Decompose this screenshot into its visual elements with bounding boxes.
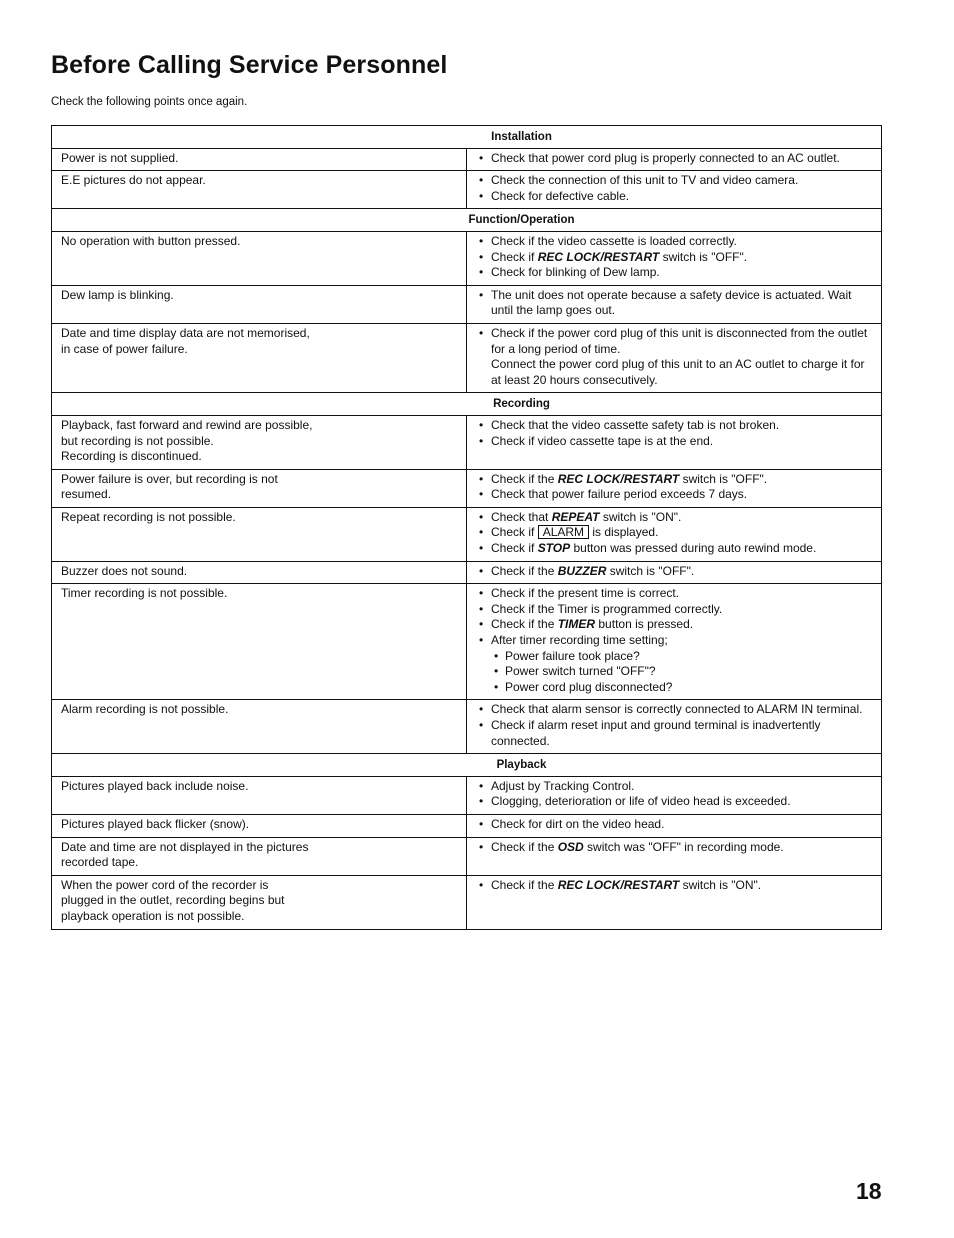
section-header-row: [52, 393, 882, 416]
check-text: switch was "OFF" in recording mode.: [583, 839, 784, 854]
problem-text-line: When the power cord of the recorder is: [61, 877, 269, 892]
check-item: [476, 633, 873, 695]
problem-text-line: plugged in the outlet, recording begins but: [61, 893, 285, 908]
check-list: [476, 472, 873, 503]
sub-check-list: [491, 649, 873, 696]
check-list: [476, 840, 873, 856]
check-list: [476, 418, 873, 449]
control-name: OSD: [557, 839, 584, 854]
check-item: [476, 418, 873, 434]
check-item: [476, 702, 873, 718]
problem-cell: [52, 285, 467, 323]
problem-cell: [52, 171, 467, 209]
intro-text: Check the following points once again.: [51, 96, 248, 108]
remedy-cell: [467, 323, 882, 392]
remedy-cell: [467, 837, 882, 875]
problem-cell: [52, 469, 467, 507]
problem-text-line: Pictures played back flicker (snow).: [61, 816, 250, 831]
check-item: [476, 189, 873, 205]
table-row: [52, 323, 882, 392]
check-text: Check the connection of this unit to TV and video camera.: [491, 173, 799, 188]
problem-text-line: in case of power failure.: [61, 341, 188, 356]
table-row: [52, 837, 882, 875]
remedy-cell: [467, 285, 882, 323]
section-heading: Installation: [491, 131, 552, 143]
table-row: [52, 700, 882, 754]
check-text: button was pressed during auto rewind mode.: [570, 541, 817, 556]
page-title: Before Calling Service Personnel: [51, 51, 448, 79]
remedy-cell: [467, 584, 882, 700]
problem-cell: [52, 584, 467, 700]
table-row: [52, 584, 882, 700]
problem-cell: [52, 776, 467, 814]
problem-text-line: No operation with button pressed.: [61, 233, 241, 248]
check-item: [476, 718, 873, 749]
section-heading: Function/Operation: [468, 214, 575, 227]
table-row: [52, 507, 882, 561]
section-heading: Recording: [493, 398, 550, 411]
check-item: [476, 288, 873, 319]
check-text: Check if the present time is correct.: [491, 586, 680, 601]
sub-check-item: • Power switch turned "OFF"?: [491, 664, 873, 680]
problem-cell: [52, 507, 467, 561]
check-item: [476, 564, 873, 580]
section-heading: Playback: [496, 759, 547, 772]
problem-cell: [52, 148, 467, 171]
check-text: Check if the power cord plug of this unit is disconnected from the outlet for a long period of time.: [491, 325, 868, 356]
table-row: [52, 561, 882, 584]
check-item: [476, 779, 873, 795]
check-text: Check that the video cassette safety tab is not broken.: [491, 417, 780, 432]
check-text: After timer recording time setting;: [491, 633, 668, 648]
remedy-cell: [467, 469, 882, 507]
troubleshooting-table-body: [52, 126, 882, 930]
section-header-cell: [52, 209, 882, 232]
check-list: [476, 326, 873, 388]
check-text: Check that power failure period exceeds 7 days.: [491, 487, 748, 502]
alarm-display-indicator: ALARM: [538, 525, 589, 539]
section-header-row: [52, 209, 882, 232]
check-text: button is pressed.: [595, 617, 694, 632]
check-item: [476, 234, 873, 250]
check-item: [476, 487, 873, 503]
problem-text-line: Playback, fast forward and rewind are possible,: [61, 417, 313, 432]
check-text: Check that alarm sensor is correctly connected to ALARM IN terminal.: [491, 702, 863, 717]
check-text: Check for dirt on the video head.: [491, 816, 665, 831]
problem-text-line: Recording is discontinued.: [61, 449, 202, 464]
remedy-cell: [467, 875, 882, 929]
problem-text-line: Power failure is over, but recording is not: [61, 471, 278, 486]
remedy-cell: [467, 171, 882, 209]
control-name: REC LOCK/RESTART: [557, 471, 680, 486]
check-list: [476, 151, 873, 167]
check-text: Clogging, deterioration or life of video head is exceeded.: [491, 794, 791, 809]
check-item: [476, 525, 873, 541]
check-item: [476, 840, 873, 856]
problem-cell: [52, 231, 467, 285]
check-item: [476, 326, 873, 388]
problem-text-line: but recording is not possible.: [61, 433, 214, 448]
check-text: is displayed.: [589, 525, 659, 540]
control-name: TIMER: [557, 617, 596, 632]
check-list: [476, 234, 873, 281]
problem-text-line: resumed.: [61, 487, 112, 502]
control-name: REC LOCK/RESTART: [537, 249, 660, 264]
check-text: Check if the: [491, 617, 558, 632]
check-list: [476, 586, 873, 695]
control-name: BUZZER: [557, 563, 607, 578]
check-text: switch is "OFF".: [679, 471, 768, 486]
table-row: [52, 285, 882, 323]
check-text: Check if: [491, 541, 538, 556]
check-item: [476, 817, 873, 833]
check-text: Check if the: [491, 877, 558, 892]
check-item: [476, 434, 873, 450]
check-text: Check if the Timer is programmed correctly.: [491, 601, 723, 616]
problem-text-line: Power is not supplied.: [61, 150, 179, 165]
check-text: Check for blinking of Dew lamp.: [491, 265, 660, 280]
problem-text-line: Buzzer does not sound.: [61, 563, 188, 578]
section-header-cell: [52, 126, 882, 149]
check-list: [476, 702, 873, 749]
problem-cell: [52, 561, 467, 584]
check-text: switch is "OFF".: [606, 563, 695, 578]
remedy-cell: [467, 231, 882, 285]
problem-text-line: Repeat recording is not possible.: [61, 509, 236, 524]
remedy-cell: [467, 776, 882, 814]
problem-text-line: Timer recording is not possible.: [61, 586, 228, 601]
problem-cell: [52, 323, 467, 392]
section-header-row: [52, 126, 882, 149]
problem-text-line: E.E pictures do not appear.: [61, 173, 206, 188]
check-additional-text: Connect the power cord plug of this unit to an AC outlet to charge it for at least 20 hours consecutively.: [491, 357, 865, 387]
check-item: [476, 617, 873, 633]
table-row: [52, 814, 882, 837]
table-row: [52, 776, 882, 814]
sub-check-item: • Power cord plug disconnected?: [491, 680, 873, 696]
check-list: [476, 779, 873, 810]
control-name: REPEAT: [551, 509, 600, 524]
problem-cell: [52, 837, 467, 875]
check-text: Check if alarm reset input and ground terminal is inadvertently connected.: [491, 718, 821, 748]
check-text: Check if the: [491, 471, 558, 486]
check-item: [476, 250, 873, 266]
check-text: Check if the: [491, 839, 558, 854]
check-list: [476, 173, 873, 204]
check-text: Check if: [491, 525, 538, 540]
check-text: Check for defective cable.: [491, 188, 630, 203]
check-text: Check that: [491, 509, 552, 524]
problem-text-line: recorded tape.: [61, 855, 139, 870]
check-item: [476, 151, 873, 167]
table-row: [52, 148, 882, 171]
check-text: Check if the: [491, 563, 558, 578]
check-item: [476, 794, 873, 810]
check-item: [476, 173, 873, 189]
troubleshooting-table: [51, 125, 882, 930]
check-text: Check if: [491, 249, 538, 264]
check-list: [476, 288, 873, 319]
remedy-cell: [467, 814, 882, 837]
table-row: [52, 469, 882, 507]
check-text: The unit does not operate because a safety device is actuated. Wait until the lamp goes out.: [491, 287, 852, 318]
problem-text-line: Date and time display data are not memorised,: [61, 325, 310, 340]
check-item: [476, 510, 873, 526]
page-number: 18: [856, 1178, 882, 1204]
section-header-cell: [52, 754, 882, 777]
remedy-cell: [467, 700, 882, 754]
sub-check-item: • Power failure took place?: [491, 649, 873, 665]
check-list: [476, 817, 873, 833]
table-row: [52, 171, 882, 209]
check-list: [476, 878, 873, 894]
check-text: switch is "ON".: [599, 509, 682, 524]
check-item: [476, 602, 873, 618]
problem-text-line: Alarm recording is not possible.: [61, 702, 229, 717]
check-item: [476, 265, 873, 281]
remedy-cell: [467, 148, 882, 171]
section-header-row: [52, 754, 882, 777]
remedy-cell: [467, 507, 882, 561]
remedy-cell: [467, 415, 882, 469]
check-list: [476, 564, 873, 580]
check-text: switch is "OFF".: [659, 249, 748, 264]
check-item: [476, 472, 873, 488]
check-item: [476, 878, 873, 894]
problem-cell: [52, 415, 467, 469]
check-item: [476, 586, 873, 602]
problem-text-line: Dew lamp is blinking.: [61, 287, 174, 302]
control-name: REC LOCK/RESTART: [557, 877, 680, 892]
check-list: [476, 510, 873, 557]
check-text: Adjust by Tracking Control.: [491, 778, 635, 793]
check-text: Check if video cassette tape is at the end.: [491, 433, 714, 448]
section-header-cell: [52, 393, 882, 416]
check-text: Check that power cord plug is properly connected to an AC outlet.: [491, 150, 840, 165]
table-row: [52, 415, 882, 469]
remedy-cell: [467, 561, 882, 584]
table-row: [52, 875, 882, 929]
problem-text-line: playback operation is not possible.: [61, 908, 245, 923]
table-row: [52, 231, 882, 285]
problem-cell: [52, 814, 467, 837]
problem-text-line: Pictures played back include noise.: [61, 778, 249, 793]
problem-cell: [52, 700, 467, 754]
problem-text-line: Date and time are not displayed in the pictures: [61, 839, 309, 854]
problem-cell: [52, 875, 467, 929]
check-item: [476, 541, 873, 557]
control-name: STOP: [537, 541, 571, 556]
check-text: switch is "ON".: [679, 877, 762, 892]
check-text: Check if the video cassette is loaded correctly.: [491, 233, 737, 248]
